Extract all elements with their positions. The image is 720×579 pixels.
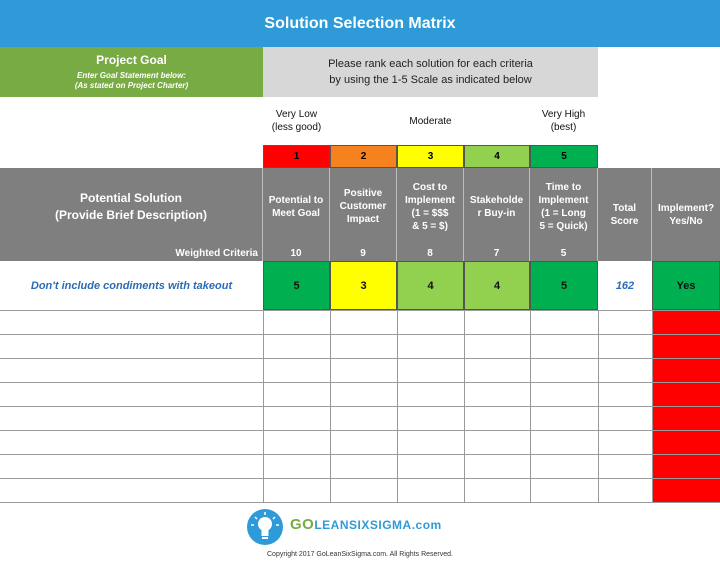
copyright-text: Copyright 2017 GoLeanSixSigma.com. All Rights Reserved. xyxy=(267,551,453,558)
ranking-instructions xyxy=(263,47,598,97)
header-text: Impact xyxy=(346,214,380,225)
header-text: Cost to xyxy=(412,181,448,193)
brand-go: GO xyxy=(290,516,315,533)
scale-swatch-1: 1 xyxy=(263,145,330,168)
header-text: Implement xyxy=(404,194,455,206)
weight-value: 8 xyxy=(397,245,464,261)
matrix-title: Solution Selection Matrix xyxy=(0,0,720,47)
lightbulb-logo-icon xyxy=(246,508,284,546)
scale-low-sub: (less good) xyxy=(271,122,322,133)
brand-suffix: .com xyxy=(411,518,442,532)
grid-line xyxy=(330,310,331,503)
header-customer-impact xyxy=(330,168,397,245)
header-text: Customer xyxy=(339,201,387,212)
scale-high-label xyxy=(530,106,597,136)
score-cell[interactable]: 5 xyxy=(530,261,598,310)
score-cell[interactable]: 4 xyxy=(397,261,464,310)
scale-mid-label: Moderate xyxy=(409,115,452,127)
header-text: 5 = Quick) xyxy=(539,220,588,232)
scale-low-label xyxy=(263,106,330,136)
grid-line xyxy=(263,310,264,503)
grid-line xyxy=(0,334,720,335)
scale-high-sub: (best) xyxy=(550,122,577,133)
goal-instruction-1: Enter Goal Statement below: xyxy=(77,71,186,80)
grid-line xyxy=(598,310,599,503)
grid-line xyxy=(0,406,720,407)
scale-swatch-2: 2 xyxy=(330,145,397,168)
header-text: Implement xyxy=(538,194,589,206)
score-cell[interactable]: 4 xyxy=(464,261,530,310)
header-potential-solution xyxy=(0,168,263,245)
weight-value: 9 xyxy=(330,245,397,261)
solution-description[interactable]: Don't include condiments with takeout xyxy=(30,279,233,292)
header-stakeholder-buy-in xyxy=(464,168,530,245)
scale-swatch-4: 4 xyxy=(464,145,530,168)
grid-line xyxy=(530,310,531,503)
header-time-to-implement xyxy=(530,168,598,245)
implement-cell[interactable]: Yes xyxy=(652,261,720,310)
header-text: Positive xyxy=(343,188,383,199)
weight-value: 5 xyxy=(530,245,598,261)
scale-swatch-3: 3 xyxy=(397,145,464,168)
header-text: Potential to xyxy=(268,194,324,206)
grid-line xyxy=(0,502,720,503)
header-text: r Buy-in xyxy=(477,207,516,219)
weighted-criteria-label: Weighted Criteria xyxy=(0,245,263,261)
scale-high-text: Very High xyxy=(541,109,586,120)
header-text: Implement? xyxy=(657,202,715,214)
header-text: (1 = Long xyxy=(541,207,586,219)
grid-line xyxy=(0,358,720,359)
grid-line xyxy=(464,310,465,503)
header-cost-to-implement xyxy=(397,168,464,245)
header-solution-line-1: Potential Solution xyxy=(80,190,182,205)
score-cell[interactable]: 3 xyxy=(330,261,397,310)
header-text: Score xyxy=(610,215,639,227)
grid-line xyxy=(0,310,720,311)
header-text: Meet Goal xyxy=(272,207,320,219)
instructions-line-1: Please rank each solution for each criteria xyxy=(328,58,533,70)
grid-line xyxy=(0,454,720,455)
brand-logo-text xyxy=(290,516,442,533)
header-potential-to-meet-goal xyxy=(263,168,330,245)
header-text: Total xyxy=(612,202,637,214)
goal-instruction-2: (As stated on Project Charter) xyxy=(74,81,189,90)
grid-line xyxy=(0,478,720,479)
header-text: Time to xyxy=(545,181,582,193)
header-text: Yes/No xyxy=(669,215,703,227)
score-cell[interactable]: 5 xyxy=(263,261,330,310)
scale-swatch-5: 5 xyxy=(530,145,598,168)
weight-value: 10 xyxy=(263,245,330,261)
header-text: Stakeholde xyxy=(469,194,524,206)
header-text: & 5 = $) xyxy=(412,220,448,232)
brand-name: LEANSIXSIGMA xyxy=(314,518,412,532)
grid-line xyxy=(652,310,653,503)
header-text: (1 = $$$ xyxy=(411,207,449,219)
header-solution-line-2: (Provide Brief Description) xyxy=(54,207,208,222)
total-score-value: 162 xyxy=(615,279,635,292)
grid-line xyxy=(0,382,720,383)
project-goal-box xyxy=(0,47,263,97)
scale-low-text: Very Low xyxy=(275,109,318,120)
grid-line xyxy=(0,430,720,431)
instructions-line-2: by using the 1-5 Scale as indicated below xyxy=(329,74,532,86)
header-implement xyxy=(652,168,720,261)
weight-value: 7 xyxy=(464,245,530,261)
grid-line xyxy=(397,310,398,503)
project-goal-title: Project Goal xyxy=(96,53,167,67)
header-total-score xyxy=(598,168,652,261)
